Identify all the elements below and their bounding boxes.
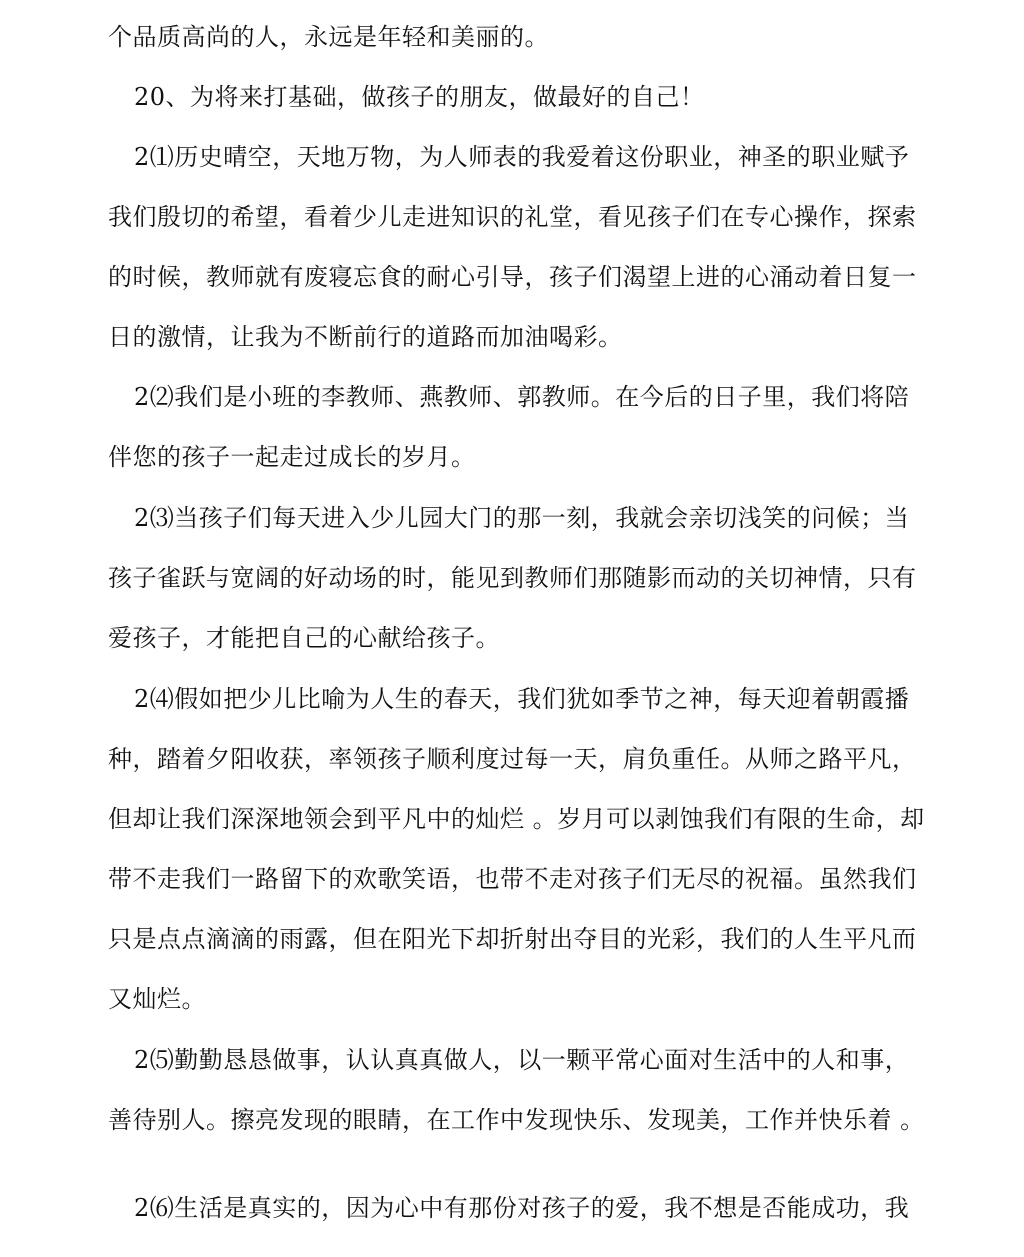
text-line: 日的激情，让我为不断前行的道路而加油喝彩。 — [108, 323, 623, 351]
text-line: 种，踏着夕阳收获，率领孩子顺利度过每一天，肩负重任。从师之路平凡， — [108, 745, 917, 773]
text-line: 爱孩子，才能把自己的心献给孩子。 — [108, 624, 500, 652]
text-line: 带不走我们一路留下的欢歌笑语，也带不走对孩子们无尽的祝福。虽然我们 — [108, 865, 917, 893]
text-line: 2⑹生活是真实的，因为心中有那份对孩子的爱，我不想是否能成功，我 — [134, 1194, 910, 1222]
text-line: 善待别人。擦亮发现的眼睛，在工作中发现快乐、发现美，工作并快乐着 。 — [108, 1106, 925, 1134]
text-line: 但却让我们深深地领会到平凡中的灿烂 。岁月可以剥蚀我们有限的生命，却 — [108, 805, 925, 833]
text-line: 2⑸勤勤恳恳做事，认认真真做人，以一颗平常心面对生活中的人和事， — [134, 1046, 910, 1074]
text-line: 只是点点滴滴的雨露，但在阳光下却折射出夺目的光彩，我们的人生平凡而 — [108, 925, 917, 953]
text-line: 2⑶当孩子们每天进入少儿园大门的那一刻，我就会亲切浅笑的问候；当 — [134, 504, 910, 532]
text-line: 孩子雀跃与宽阔的好动场的时，能见到教师们那随影而动的关切神情，只有 — [108, 564, 917, 592]
text-line: 的时候，教师就有废寝忘食的耐心引导，孩子们渴望上进的心涌动着日复一 — [108, 263, 917, 291]
text-line: 个品质高尚的人，永远是年轻和美丽的。 — [108, 23, 549, 51]
text-line: 2⑵我们是小班的李教师、燕教师、郭教师。在今后的日子里，我们将陪 — [134, 383, 910, 411]
text-line: 20、为将来打基础，做孩子的朋友，做最好的自己！ — [134, 83, 705, 111]
text-line: 2⑷假如把少儿比喻为人生的春天，我们犹如季节之神，每天迎着朝霞播 — [134, 685, 910, 713]
text-line: 伴您的孩子一起走过成长的岁月。 — [108, 443, 476, 471]
text-line: 又灿烂。 — [108, 985, 206, 1013]
text-line: 我们殷切的希望，看着少儿走进知识的礼堂，看见孩子们在专心操作，探索 — [108, 203, 917, 231]
text-line: 2⑴历史晴空，天地万物，为人师表的我爱着这份职业，神圣的职业赋予 — [134, 143, 910, 171]
